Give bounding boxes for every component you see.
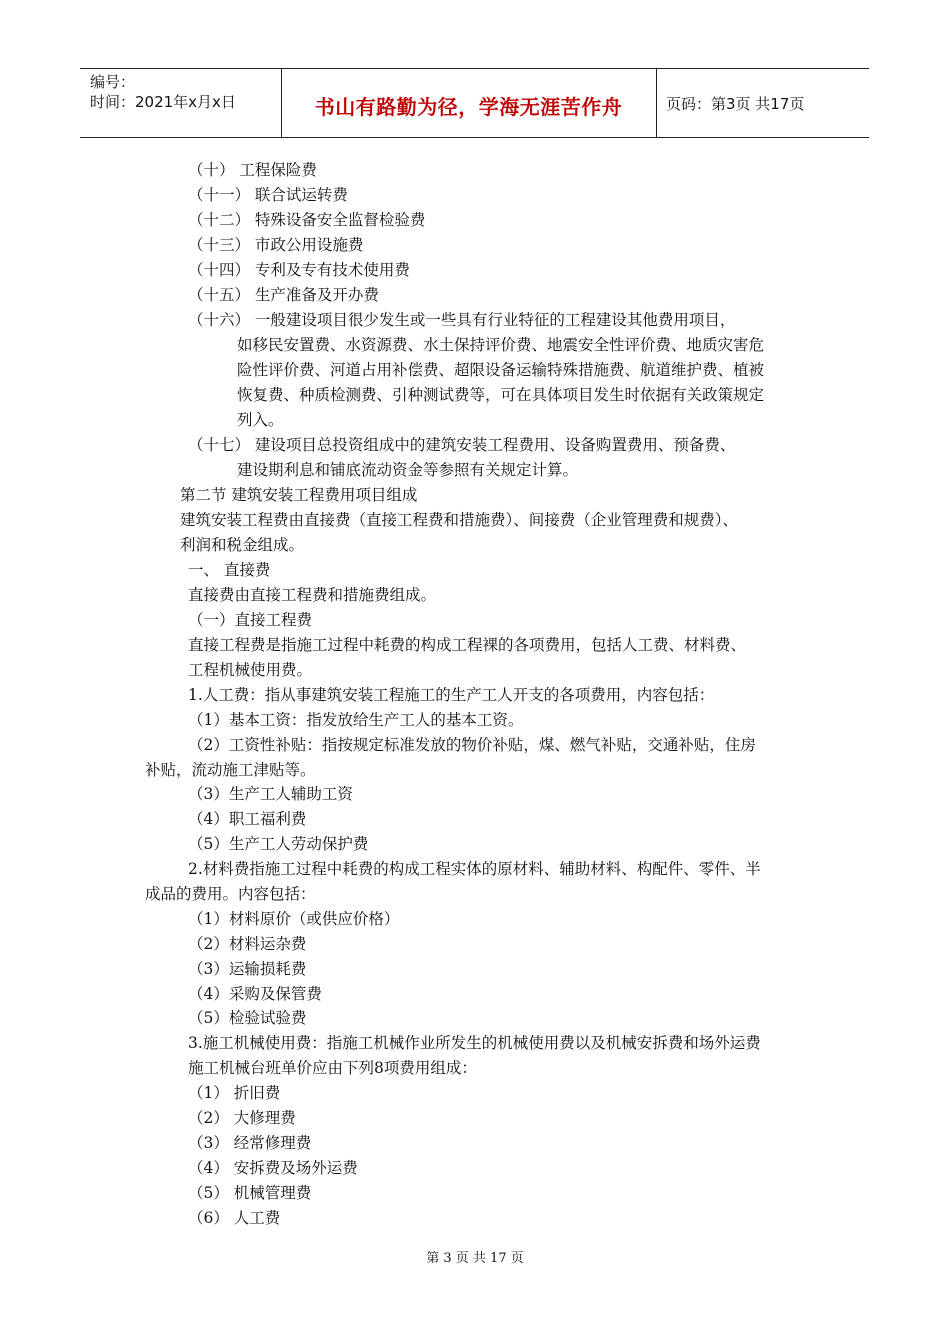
body-line: 建设期利息和铺底流动资金等参照有关规定计算。 bbox=[237, 461, 579, 479]
body-line: 利润和税金组成。 bbox=[180, 536, 305, 554]
body-line: （十二） 特殊设备安全监督检验费 bbox=[188, 211, 426, 229]
body-line: 直接工程费是指施工过程中耗费的构成工程裸的各项费用，包括人工费、材料费、 bbox=[188, 636, 747, 654]
body-line: 险性评价费、河道占用补偿费、超限设备运输特殊措施费、航道维护费、植被 bbox=[237, 361, 765, 379]
body-line: 列入。 bbox=[237, 411, 284, 429]
body-line: （5）生产工人劳动保护费 bbox=[188, 835, 369, 853]
body-line: （2） 大修理费 bbox=[188, 1109, 296, 1127]
body-line: （2）工资性补贴：指按规定标准发放的物价补贴，煤、燃气补贴，交通补贴，住房 bbox=[188, 736, 756, 754]
header-divider-right bbox=[656, 69, 657, 137]
body-line: 1.人工费：指从事建筑安装工程施工的生产工人开支的各项费用，内容包括： bbox=[188, 686, 715, 704]
body-line: （5） 机械管理费 bbox=[188, 1184, 312, 1202]
header-page-code: 页码：第3页 共17页 bbox=[666, 95, 805, 113]
body-line: 3.施工机械使用费：指施工机械作业所发生的机械使用费以及机械安拆费和场外运费 bbox=[188, 1034, 761, 1052]
subsection-heading: （一）直接工程费 bbox=[188, 611, 313, 629]
body-line: 建筑安装工程费由直接费（直接工程费和措施费）、间接费（企业管理费和规费）、 bbox=[180, 511, 739, 529]
body-line: （十） 工程保险费 bbox=[188, 161, 317, 179]
body-line: （4） 安拆费及场外运费 bbox=[188, 1159, 358, 1177]
subsection-heading: 一、 直接费 bbox=[188, 561, 271, 579]
body-line: （3）生产工人辅助工资 bbox=[188, 785, 353, 803]
body-line: 如移民安置费、水资源费、水土保持评价费、地震安全性评价费、地质灾害危 bbox=[237, 336, 765, 354]
body-line: （十三） 市政公用设施费 bbox=[188, 236, 364, 254]
body-line: （6） 人工费 bbox=[188, 1209, 281, 1227]
body-line: （1）材料原价（或供应价格） bbox=[188, 910, 400, 928]
body-line: 成品的费用。内容包括： bbox=[145, 885, 316, 903]
body-line: （十四） 专利及专有技术使用费 bbox=[188, 261, 410, 279]
body-line: （1）基本工资：指发放给生产工人的基本工资。 bbox=[188, 711, 524, 729]
page-header bbox=[80, 68, 869, 138]
document-number: 编号： bbox=[90, 73, 136, 91]
body-line: （3） 经常修理费 bbox=[188, 1134, 312, 1152]
body-line: （5）检验试验费 bbox=[188, 1009, 307, 1027]
body-line: （2）材料运杂费 bbox=[188, 935, 307, 953]
page-footer: 第 3 页 共 17 页 bbox=[426, 1251, 524, 1266]
body-line: （十一） 联合试运转费 bbox=[188, 186, 348, 204]
body-line: （4）采购及保管费 bbox=[188, 985, 322, 1003]
body-line: （十六） 一般建设项目很少发生或一些具有行业特征的工程建设其他费用项目， bbox=[188, 311, 736, 329]
body-line: （十五） 生产准备及开办费 bbox=[188, 286, 379, 304]
body-line: 恢复费、种质检测费、引种测试费等，可在具体项目发生时依据有关政策规定 bbox=[237, 386, 765, 404]
body-line: （3）运输损耗费 bbox=[188, 960, 307, 978]
body-line: （1） 折旧费 bbox=[188, 1084, 281, 1102]
document-date: 时间：2021年x月x日 bbox=[90, 93, 236, 111]
section-heading: 第二节 建筑安装工程费用项目组成 bbox=[180, 486, 418, 504]
body-line: 施工机械台班单价应由下列8项费用组成： bbox=[188, 1059, 477, 1077]
header-meta bbox=[90, 72, 236, 112]
body-line: （十七） 建设项目总投资组成中的建筑安装工程费用、设备购置费用、预备费、 bbox=[188, 436, 736, 454]
body-line: 2.材料费指施工过程中耗费的构成工程实体的原材料、辅助材料、构配件、零件、半 bbox=[188, 860, 761, 878]
body-line: 直接费由直接工程费和措施费组成。 bbox=[188, 586, 437, 604]
body-line: （4）职工福利费 bbox=[188, 810, 307, 828]
body-line: 补贴，流动施工津贴等。 bbox=[145, 761, 316, 779]
body-line: 工程机械使用费。 bbox=[188, 661, 313, 679]
header-motto: 书山有路勤为径，学海无涯苦作舟 bbox=[314, 95, 623, 119]
